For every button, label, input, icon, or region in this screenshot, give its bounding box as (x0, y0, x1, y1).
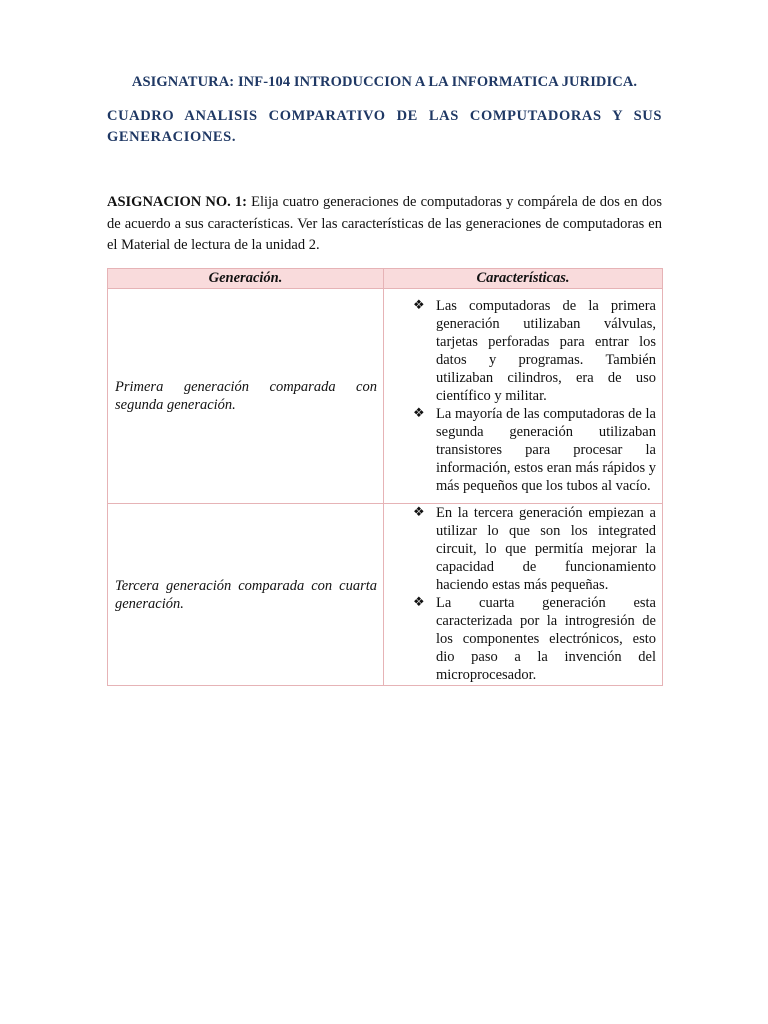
list-item-text: En la tercera generación empiezan a utilizar lo que son los integrated circuit, lo que permitía mejorar la capacidad de funcionamiento haciendo estas más pequeñas. (436, 505, 656, 593)
list-item-text: La mayoría de las computadoras de la segunda generación utilizaban transistores para procesar la información, estos eran más rápidos y más pequeños que los tubos al vacío. (436, 405, 656, 494)
list-item (384, 297, 662, 405)
diamond-bullet-icon: ❖ (413, 297, 425, 313)
generation-cell: Tercera generación comparada con cuarta generación. (108, 504, 384, 686)
diamond-bullet-icon: ❖ (413, 595, 425, 610)
characteristics-list (384, 504, 662, 684)
characteristics-cell (384, 289, 663, 504)
diamond-bullet-icon: ❖ (413, 405, 425, 421)
course-title: ASIGNATURA: INF-104 INTRODUCCION A LA INFORMATICA JURIDICA. (131, 74, 638, 90)
list-item-text: Las computadoras de la primera generación utilizaban válvulas, tarjetas perforadas para entrar los datos y programas. También utilizaban cilindros, era de uso científico y militar. (436, 297, 656, 404)
table-row (108, 504, 663, 686)
characteristics-cell (384, 504, 663, 686)
list-item (384, 405, 662, 495)
header-generation: Generación. (108, 269, 384, 289)
assignment-paragraph (107, 192, 662, 257)
header-characteristics: Características. (384, 269, 663, 289)
comparison-table (107, 268, 663, 686)
document-subtitle: CUADRO ANALISIS COMPARATIVO DE LAS COMPUTADORAS Y SUS GENERACIONES. (107, 108, 662, 145)
list-item-text: La cuarta generación esta caracterizada por la introgresión de los componentes electrónicos, esto dio paso a la invención del microprocesador. (436, 595, 656, 683)
list-item (384, 504, 662, 594)
assignment-label: ASIGNACION NO. 1: (107, 194, 247, 210)
characteristics-list (384, 297, 662, 495)
list-item (384, 594, 662, 684)
assignment-text: Elija cuatro generaciones de computadoras y compárela de dos en dos de acuerdo a sus características. Ver las características de las generaciones de computadoras en el Material de lectura de la unidad 2. (107, 194, 662, 253)
table-row (108, 289, 663, 504)
table-header-row (108, 269, 663, 289)
diamond-bullet-icon: ❖ (413, 505, 425, 520)
generation-cell: Primera generación comparada con segunda generación. (108, 289, 384, 504)
